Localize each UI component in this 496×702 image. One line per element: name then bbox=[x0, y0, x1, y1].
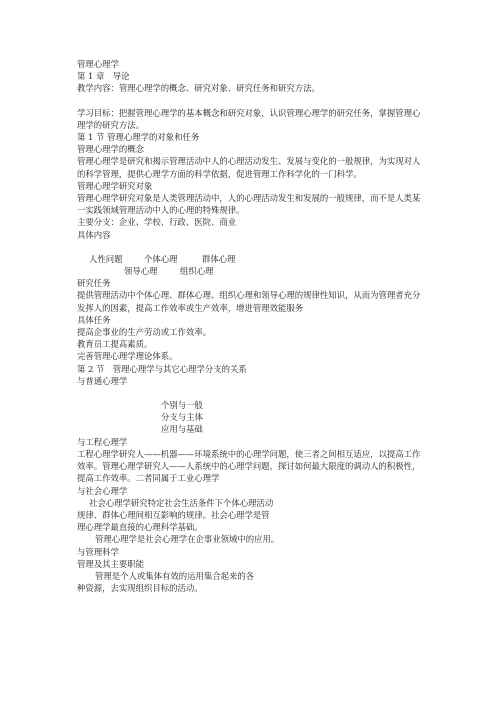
task-paragraph: 提供管理活动中个体心理、群体心理、组织心理和领导心理的规律性知识，从而为管理者充分发挥人的因素，提高工作效率或生产效率，增进管理效能服务 bbox=[77, 290, 421, 313]
section-heading-1: 第 1 节 管理心理学的对象和任务 bbox=[77, 132, 200, 143]
spacer bbox=[77, 95, 422, 107]
management-subheading: 管理及其主要职能 bbox=[77, 558, 144, 569]
specific-task-item: 提高企事业的生产劳动或工作效率。 bbox=[77, 327, 211, 338]
diagram-item: 领导心理 bbox=[124, 266, 158, 277]
object-heading: 管理心理学研究对象 bbox=[77, 180, 153, 191]
document-page bbox=[77, 58, 422, 594]
relation-item: 分支与主体 bbox=[161, 412, 203, 423]
social-heading: 与社会心理学 bbox=[77, 485, 128, 496]
management-line: 管理是个人或集体有效的运用集合起来的各 bbox=[95, 570, 255, 581]
specific-tasks-heading: 具体任务 bbox=[77, 314, 111, 325]
object-paragraph: 管理心理学研究对象是人类管理活动中，人的心理活动发生和发展的一般规律，而不是人类某一实践领域管理活动中人的心理的特殊规律。 bbox=[77, 193, 421, 216]
spacer bbox=[77, 387, 422, 399]
chapter-heading: 第 1 章 导论 bbox=[77, 71, 130, 82]
specific-task-item: 完善管理心理学理论体系。 bbox=[77, 351, 178, 362]
social-line: 理心理学最直接的心理科学基础。 bbox=[77, 522, 203, 533]
general-psychology-heading: 与普通心理学 bbox=[77, 375, 128, 386]
specific-content-heading: 具体内容 bbox=[77, 229, 111, 240]
diagram-item: 人性问题 bbox=[89, 253, 123, 264]
teaching-content: 教学内容：管理心理学的概念、研究对象、研究任务和研究方法。 bbox=[77, 83, 320, 94]
section-heading-2: 第 2 节 管理心理学与其它心理学分支的关系 bbox=[77, 363, 247, 374]
branches-line: 主要分支：企业、学校、行政、医院、商业 bbox=[77, 217, 237, 228]
diagram-item: 个体心理 bbox=[144, 253, 178, 264]
spacer bbox=[77, 241, 422, 253]
social-line: 规律、群体心理间相互影响的规律。社会心理学是管 bbox=[77, 509, 270, 520]
concept-paragraph: 管理心理学是研究和揭示管理活动中人的心理活动发生、发展与变化的一般规律，为实现对人的科学管理，提供心理学方面的科学依据，促进管理工作科学化的一门科学。 bbox=[77, 156, 421, 179]
diagram-item: 组织心理 bbox=[180, 266, 214, 277]
diagram-row-1 bbox=[77, 253, 422, 265]
specific-task-item: 教育员工提高素质。 bbox=[77, 339, 153, 350]
diagram-row-2 bbox=[77, 265, 422, 277]
management-line: 种资源，去实现组织目标的活动。 bbox=[77, 583, 203, 594]
social-conclusion: 管理心理学是社会心理学在企事业领域中的应用。 bbox=[95, 534, 280, 545]
diagram-item: 群体心理 bbox=[202, 253, 236, 264]
social-line: 社会心理学研究特定社会生活条件下个体心理活动 bbox=[89, 497, 274, 508]
document-title: 管理心理学 bbox=[77, 59, 119, 69]
task-heading: 研究任务 bbox=[77, 278, 111, 289]
engineering-heading: 与工程心理学 bbox=[77, 436, 128, 447]
engineering-paragraph: 工程心理学研究人——机器——环境系统中的心理学问题，使三者之间相互适应，以提高工作效率。管理心理学研究人——人系统中的心理学问题，探讨如何最大限度的调动人的积极性，提高工作效率。二者同属于工业心理学 bbox=[77, 448, 421, 484]
concept-heading: 管理心理学的概念 bbox=[77, 144, 144, 155]
learning-objective: 学习目标：把握管理心理学的基本概念和研究对象，认识管理心理学的研究任务，掌握管理心理学的研究方法。 bbox=[77, 107, 421, 130]
relation-item: 应用与基础 bbox=[161, 424, 203, 435]
relation-item: 个别与一般 bbox=[161, 400, 203, 411]
management-heading: 与管理科学 bbox=[77, 546, 119, 557]
